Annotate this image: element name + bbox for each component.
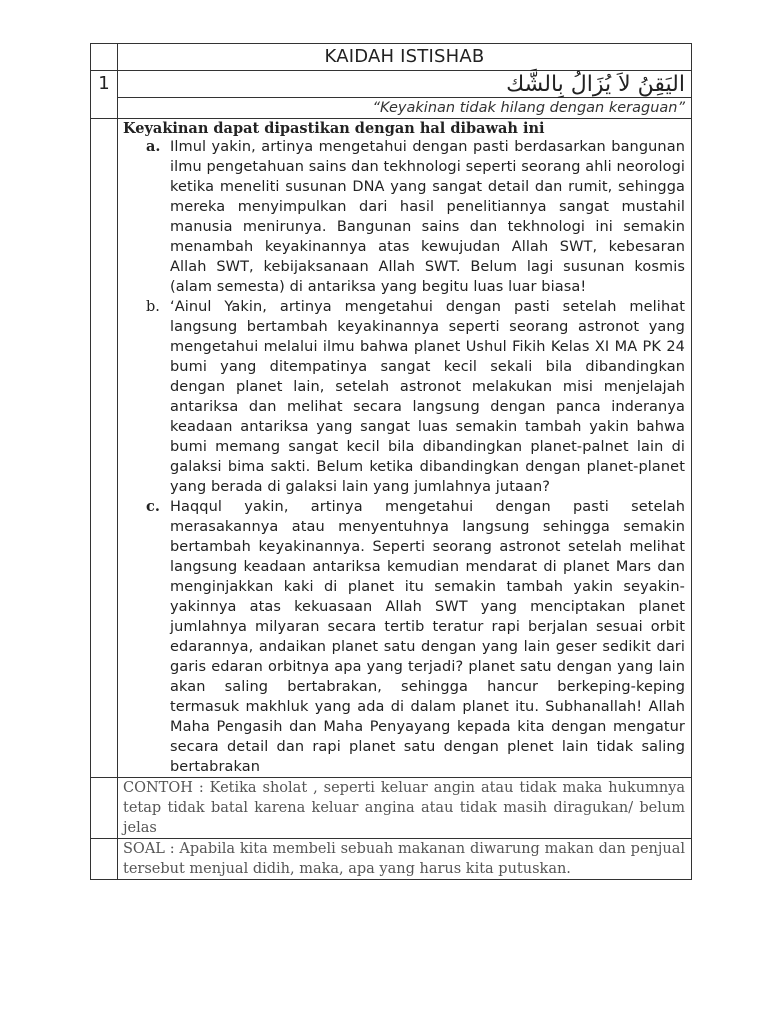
example-row bbox=[91, 778, 692, 839]
rule-meaning: “Keyakinan tidak hilang dengan keraguan” bbox=[118, 98, 692, 119]
point-text: ‘Ainul Yakin, artinya mengetahui dengan pasti setelah melihat langsung bertambah keyakinannya seperti seorang astronot yang mengetahui melalui ilmu bahwa planet Ushul Fikih Kelas XI MA PK 24 bumi yang ditempatinya sangat kecil sekali bila dibandingkan dengan planet lain, setelah astronot melakukan misi menjelajah antariksa dan melihat secara langsung dengan panca inderanya keadaan antariksa yang sangat luas semakin tambah yakin bahwa bumi memang sangat kecil bila dibandingkan planet-palnet lain di galaksi bima sakti. Belum ketika dibandingkan dengan planet-planet yang berada di galaksi lain yang jumlahnya jutaan? bbox=[170, 299, 685, 495]
title-row bbox=[91, 44, 692, 71]
list-marker: c. bbox=[146, 498, 160, 515]
empty-number-cell bbox=[91, 778, 118, 839]
content-row bbox=[91, 119, 692, 778]
istishab-table bbox=[90, 43, 692, 880]
meaning-row bbox=[91, 98, 692, 119]
points-list bbox=[123, 137, 685, 777]
list-marker: b. bbox=[146, 299, 160, 315]
list-marker: a. bbox=[146, 138, 161, 155]
list-item bbox=[123, 497, 685, 777]
list-item bbox=[123, 297, 685, 497]
arabic-rule: اليَقِنُ لاَ يُزَالُ بِالشَّك bbox=[506, 72, 685, 97]
number-continuation bbox=[91, 98, 118, 119]
intro-heading: Keyakinan dapat dipastikan dengan hal dibawah ini bbox=[123, 120, 545, 137]
corner-cell bbox=[91, 44, 118, 71]
empty-number-cell bbox=[91, 839, 118, 880]
rule-row bbox=[91, 71, 692, 98]
content-cell bbox=[118, 119, 692, 778]
list-item bbox=[123, 137, 685, 297]
example-note: CONTOH : Ketika sholat , seperti keluar angin atau tidak maka hukumnya tetap tidak batal karena keluar angina atau tidak masih diragukan/ belum jelas bbox=[118, 778, 692, 839]
point-text: Haqqul yakin, artinya mengetahui dengan pasti setelah merasakannya atau menyentuhnya langsung sehingga semakin bertambah keyakinannya. Seperti seorang astronot setelah melihat langsung keadaan antariksa kemudian mendarat di planet Mars dan menginjakkan kaki di planet itu semakin tambah yakin seyakin-yakinnya atas kekuasaan Allah SWT yang menciptakan planet jumlahnya milyaran secara tertib teratur rapi berjalan sesuai orbit edarannya, andaikan planet satu dengan yang lain geser sedikit dari garis edaran orbitnya apa yang terjadi? planet satu dengan yang lain akan saling bertabrakan, sehingga hancur berkeping-keping termasuk makhluk yang ada di dalam planet itu. Subhanallah! Allah Maha Pengasih dan Maha Penyayang kepada kita dengan mengatur secara detail dan rapi planet satu dengan plenet lain tidak saling bertabrakan bbox=[170, 499, 685, 775]
question-note: SOAL : Apabila kita membeli sebuah makanan diwarung makan dan penjual tersebut menjual didih, maka, apa yang harus kita putuskan. bbox=[118, 839, 692, 880]
question-row bbox=[91, 839, 692, 880]
rule-underline bbox=[118, 97, 333, 98]
empty-number-cell bbox=[91, 119, 118, 778]
document-title: KAIDAH ISTISHAB bbox=[118, 44, 692, 71]
point-text: Ilmul yakin, artinya mengetahui dengan pasti berdasarkan bangunan ilmu pengetahuan sains dan tekhnologi seperti seorang ahli neorologi ketika meneliti susunan DNA yang sangat detail dan rumit, sehingga mereka menyimpulkan dari hasil penelitiannya sangat mustahil manusia menirunya. Bangunan sains dan tekhnologi ini semakin menambah keyakinannya atas kewujudan Allah SWT, kebesaran Allah SWT, kebijaksanaan Allah SWT. Belum lagi susunan kosmis (alam semesta) di antariksa yang begitu luas luar biasa! bbox=[170, 139, 686, 295]
row-number: 1 bbox=[91, 71, 118, 98]
arabic-rule-cell bbox=[118, 71, 692, 98]
